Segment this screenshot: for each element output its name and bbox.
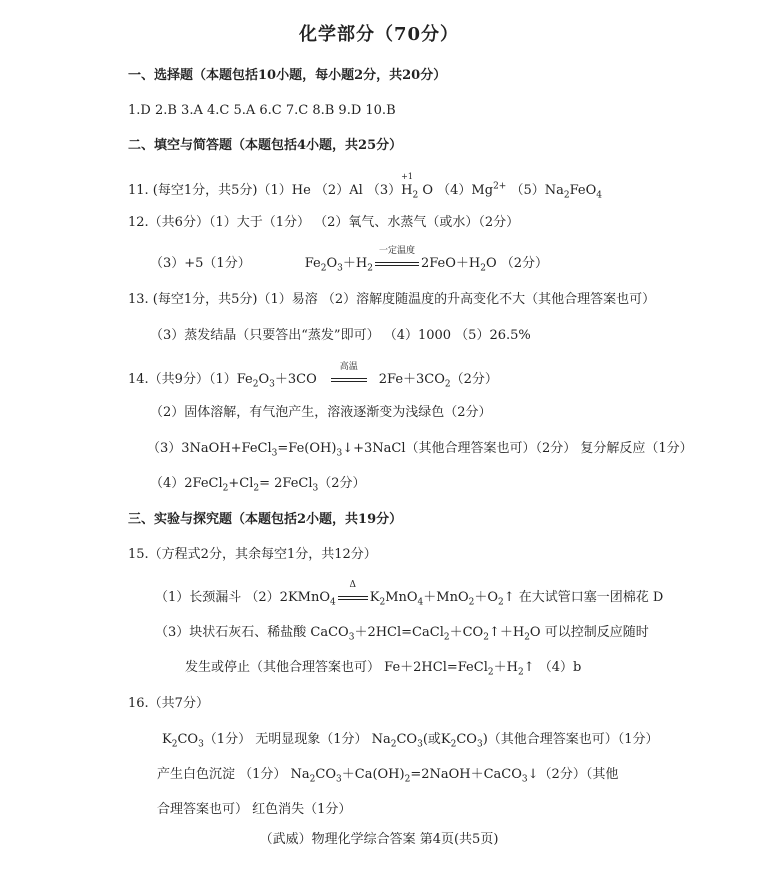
question-12-line-2: （3）+5（1分） $Fe_2O_3+H_2$ 一定温度 $2FeO+H_2O$ （2分） [150,246,549,274]
oxidation-state: +1 [401,172,413,181]
question-13-line-1: 13. (每空1分，共5分)（1）易溶 （2）溶解度随温度的升高变化不大（其他合理答案也可） [128,292,656,307]
question-13-line-2: （3）蒸发结晶（只要答出“蒸发”即可） （4）1000 （5）26.5% [150,328,531,343]
question-14-line-3: $(3)3NaOH+FeCl_3=Fe(OH)_3↓+3NaCl$（其他合理答案也可）（2分） 复分解反应（1分） [147,441,693,459]
reaction-condition: 一定温度 [373,256,421,272]
question-16-line-3: 产生白色沉淀 （1分） $Na_2CO_3+Ca(OH)_2=2NaOH+CaCO_3↓(2$分）（其他 [157,767,619,785]
page-footer: （武威）物理化学综合答案 第4页(共5页) [259,832,499,847]
question-12-line-1: 12.（共6分）（1）大于（1分） （2）氧气、水蒸气（或水）（2分） [128,215,520,230]
question-15-line-1: 15.（方程式2分，其余每空1分，共12分） [128,547,377,562]
question-15-line-2: （1）长颈漏斗 （2）2KMnO$_4$ Δ $K_2MnO_4+MnO_2+O_2↑$ 在大试管口塞一团棉花 D [155,580,664,608]
section-1-heading: 一、选择题（本题包括10小题，每小题2分，共20分） [128,68,447,83]
reaction-condition: Δ [336,590,370,606]
question-16-line-1: 16.（共7分） [128,696,209,711]
section-2-heading: 二、填空与简答题（本题包括4小题，共25分） [128,138,403,153]
question-16-line-4: 合理答案也可） 红色消失（1分） [157,802,352,817]
question-14-line-4: $(4)2FeCl_2+Cl_2=$ 2FeCl$_3$（2分） [150,476,366,494]
question-14-line-2: （2）固体溶解，有气泡产生，溶液逐渐变为浅绿色（2分） [150,405,492,420]
question-15-line-4: 发生或停止（其他合理答案也可） $Fe+2HCl=FeCl_2+H_2↑$ （4）b [185,660,582,678]
section-3-heading: 三、实验与探究题（本题包括2小题，共19分） [128,512,403,527]
question-16-line-2: $K_2CO_3(1$分） 无明显现象（1分） $Na_2CO_3$(或$K_2CO_3$)（其他合理答案也可）（1分） [162,732,659,750]
page-title: 化学部分（70分） [298,24,460,45]
reaction-condition: 高温 [329,372,369,388]
question-11: 11. (每空1分，共5分)（1）He （2）Al （3） +1 $H_2$ O $(4)Mg^{2+}$ $(5)Na_2FeO_4$ [128,172,603,201]
question-14-line-1: 14.（共9分）$(1)Fe_2O_3+3CO$ 高温 $2Fe+3CO_2(2$分） [128,362,498,390]
question-15-line-3: （3）块状石灰石、稀盐酸 $CaCO_3+2HCl=CaCl_2+CO_2↑+H_2O$ 可以控制反应随时 [155,625,649,643]
section-1-answers: 1.D 2.B 3.A 4.C 5.A 6.C 7.C 8.B 9.D 10.B [128,103,396,118]
